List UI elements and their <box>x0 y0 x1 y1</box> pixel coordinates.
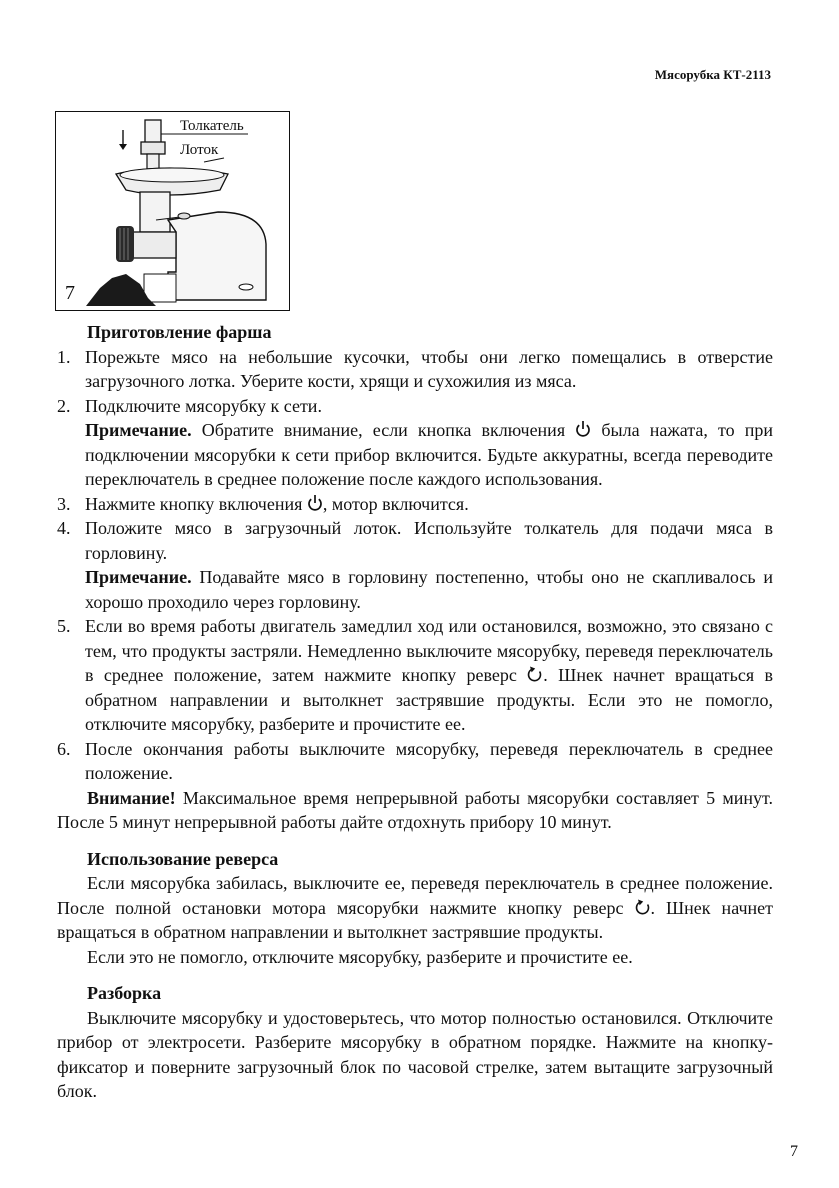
list-item <box>57 492 773 517</box>
list-item <box>57 394 773 492</box>
warning-text: Максимальное время непрерывной работы мясорубки составляет 5 минут. После 5 минут непрерывной работы дайте отдохнуть прибору 10 минут. <box>57 787 773 832</box>
label-pusher: Толкатель <box>180 118 244 134</box>
item-number: 2. <box>57 395 71 416</box>
item-text: После окончания работы выключите мясорубку, переведя переключатель в среднее положение. <box>85 738 773 783</box>
reverse-icon <box>635 898 651 916</box>
section-heading-reverse: Использование реверса <box>87 848 279 869</box>
section-heading-disassembly: Разборка <box>87 983 162 1003</box>
item-number: 3. <box>57 493 71 514</box>
warning-paragraph <box>57 786 773 835</box>
list-item <box>57 737 773 786</box>
reverse-paragraph-2: Если это не помогло, отключите мясорубку, разберите и прочистите ее. <box>87 946 633 967</box>
running-header: Мясорубка КТ-2113 <box>654 67 771 82</box>
item-text: Положите мясо в загрузочный лоток. Используйте толкатель для подачи мяса в горловину. <box>85 518 773 563</box>
power-icon <box>307 494 323 512</box>
item-text: Порежьте мясо на небольшие кусочки, чтобы они легко помещались в отверстие загрузочного лотка. Уберите кости, хрящи и сухожилия из мяса. <box>85 346 773 391</box>
reverse-text-b: . Шнек начнет вращаться в обратном направлении и вытолкнет застрявшие продукты. <box>57 897 773 942</box>
list-item <box>57 516 773 614</box>
section-heading-mince: Приготовление фарша <box>87 322 272 342</box>
reverse-icon <box>527 665 543 683</box>
item-text-b: , мотор включится. <box>322 493 469 514</box>
item-text-a: Если во время работы двигатель замедлил ход или остановился, возможно, это связано с тем, что продукты застряли. Немедленно выключите мясорубку, переведя переключатель в среднее положение, затем нажмите кнопку реверс <box>85 616 773 685</box>
item-text: Подключите мясорубку к сети. <box>85 395 322 416</box>
note-label: Примечание. <box>85 567 192 587</box>
figure-meat-grinder <box>55 111 290 311</box>
power-icon <box>575 420 591 438</box>
list-item <box>57 614 773 737</box>
item-note <box>85 418 773 492</box>
figure-number: 7 <box>65 282 75 304</box>
reverse-text-a: Если мясорубка забилась, выключите ее, переведя переключатель в среднее положение. После полной остановки мотора мясорубки нажмите кнопку реверс <box>57 873 773 918</box>
note-label: Примечание. <box>85 420 192 440</box>
list-item <box>57 345 773 394</box>
meat-grinder-illustration <box>56 112 289 310</box>
note-text-b: была нажата, то при подключении мясорубки к сети прибор включится. Будьте аккуратны, всегда переводите переключатель в среднее положение после каждого использования. <box>85 420 774 489</box>
item-note <box>85 565 773 614</box>
note-text: Подавайте мясо в горловину постепенно, чтобы оно не скапливалось и хорошо проходило через горловину. <box>85 567 773 612</box>
item-number: 5. <box>57 616 71 636</box>
page-content <box>57 320 773 1104</box>
item-text-a: Нажмите кнопку включения <box>85 493 303 514</box>
item-number: 1. <box>57 346 71 367</box>
reverse-paragraph <box>57 871 773 945</box>
item-number: 6. <box>57 738 71 759</box>
warning-label: Внимание! <box>87 787 176 808</box>
disassembly-paragraph: Выключите мясорубку и удостоверьтесь, что мотор полностью остановился. Отключите прибор от электросети. Разберите мясорубку в обратном порядке. Нажмите на кнопку-фиксатор и поверните загрузочный блок по часовой стрелке, затем вытащите загрузочный блок. <box>57 1007 773 1101</box>
item-text-b: . Шнек начнет вращаться в обратном направлении и вытолкнет застрявшие продукты. Если это не помогло, отключите мясорубку, разберите и прочистите ее. <box>85 665 774 734</box>
page-number: 7 <box>790 1143 798 1160</box>
note-text-a: Обратите внимание, если кнопка включения <box>201 420 566 440</box>
label-tray: Лоток <box>180 142 219 158</box>
instructions-list <box>57 345 773 786</box>
item-number: 4. <box>57 518 71 538</box>
